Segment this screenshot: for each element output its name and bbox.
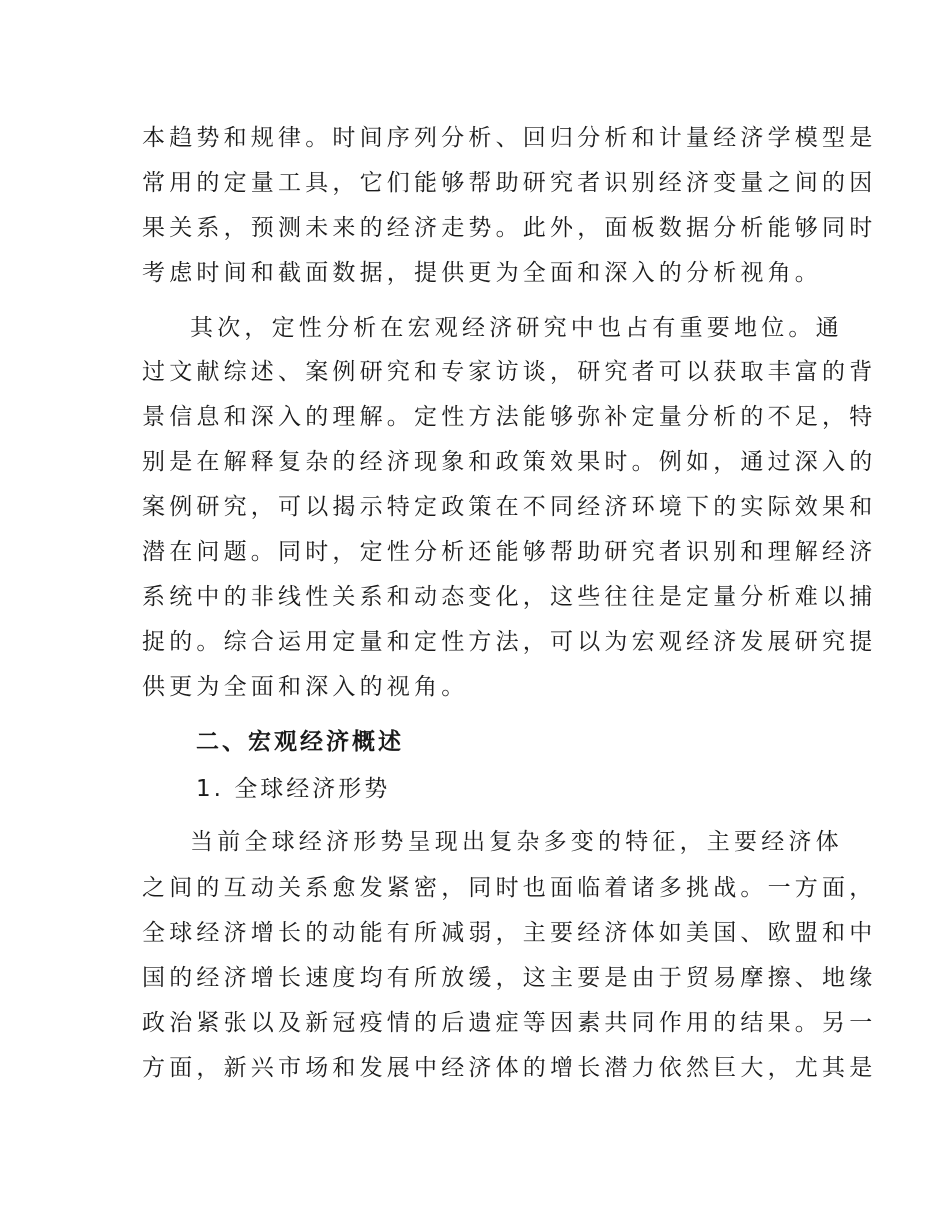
para3-line-2: 之间的互动关系愈发紧密，同时也面临着诸多挑战。一方面， (142, 875, 877, 901)
para3-line-4: 国的经济增长速度均有所放缓，这主要是由于贸易摩擦、地缘 (142, 965, 877, 991)
para2-line-5: 案例研究，可以揭示特定政策在不同经济环境下的实际效果和 (142, 494, 877, 520)
para2-line-1: 其次，定性分析在宏观经济研究中也占有重要地位。通 (190, 315, 843, 341)
para2-line-6: 潜在问题。同时，定性分析还能够帮助研究者识别和理解经济 (142, 539, 877, 565)
para3-line-1: 当前全球经济形势呈现出复杂多变的特征，主要经济体 (190, 829, 843, 855)
para3-line-3: 全球经济增长的动能有所减弱，主要经济体如美国、欧盟和中 (142, 920, 877, 946)
para2-line-7: 系统中的非线性关系和动态变化，这些往往是定量分析难以捕 (142, 584, 877, 610)
para1-line-2: 常用的定量工具，它们能够帮助研究者识别经济变量之间的因 (142, 170, 877, 196)
para2-line-3: 景信息和深入的理解。定性方法能够弥补定量分析的不足，特 (142, 404, 877, 430)
subsection-heading: 1. 全球经济形势 (196, 776, 391, 802)
para2-line-2: 过文献综述、案例研究和专家访谈，研究者可以获取丰富的背 (142, 359, 877, 385)
para2-line-8: 捉的。综合运用定量和定性方法，可以为宏观经济发展研究提 (142, 629, 877, 655)
para1-line-4: 考虑时间和截面数据，提供更为全面和深入的分析视角。 (142, 260, 822, 286)
para3-line-5: 政治紧张以及新冠疫情的后遗症等因素共同作用的结果。另一 (142, 1010, 877, 1036)
para2-line-4: 别是在解释复杂的经济现象和政策效果时。例如，通过深入的 (142, 449, 877, 475)
para2-line-9: 供更为全面和深入的视角。 (142, 674, 469, 700)
para1-line-1: 本趋势和规律。时间序列分析、回归分析和计量经济学模型是 (142, 125, 877, 151)
para3-line-6: 方面，新兴市场和发展中经济体的增长潜力依然巨大，尤其是 (142, 1055, 877, 1081)
para1-line-3: 果关系，预测未来的经济走势。此外，面板数据分析能够同时 (142, 215, 877, 241)
section-heading: 二、宏观经济概述 (196, 729, 404, 755)
